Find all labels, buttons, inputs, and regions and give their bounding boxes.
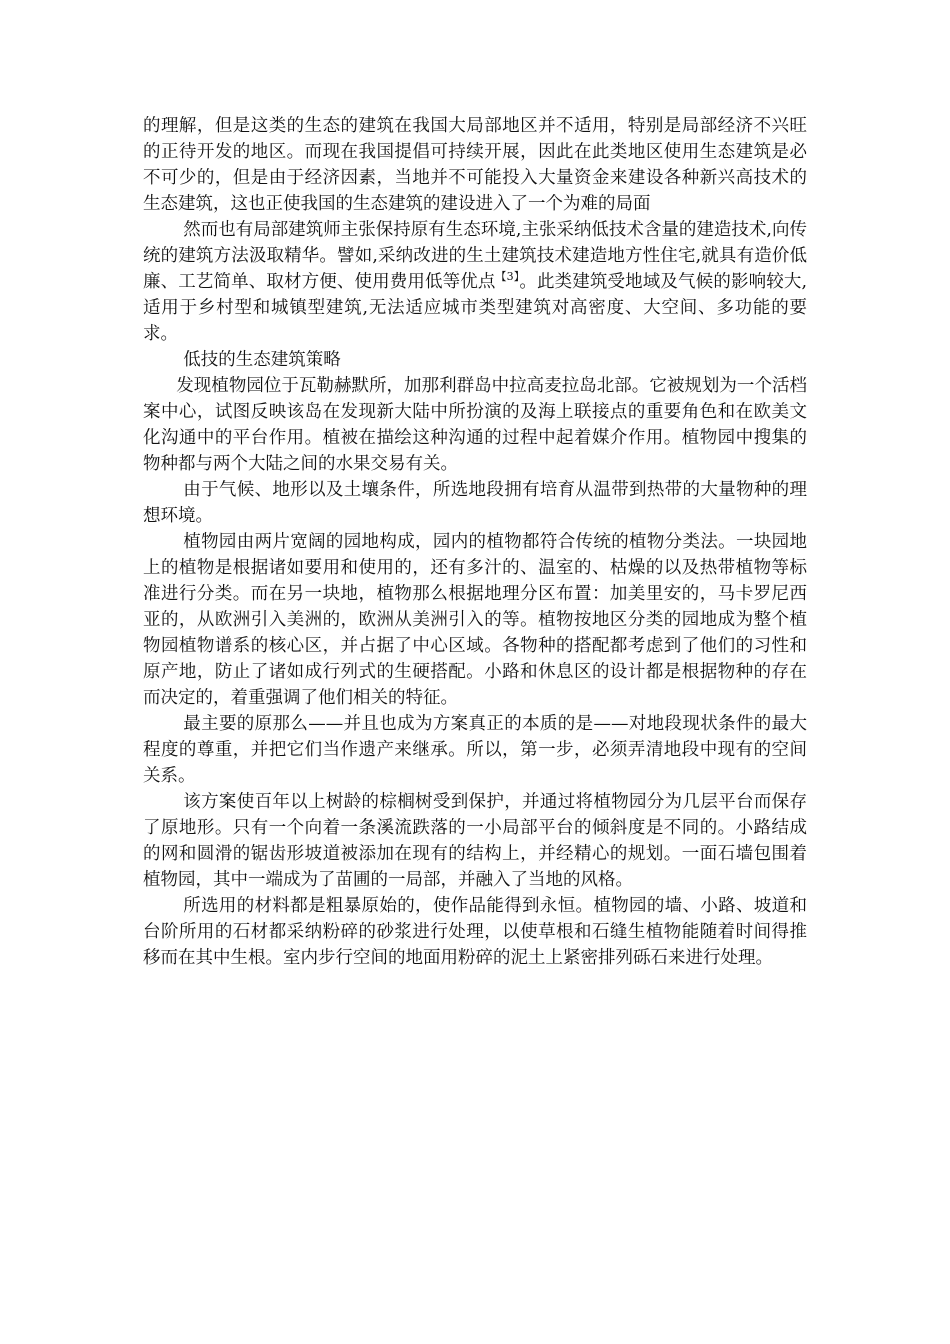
paragraph-text-before-citation: 然而也有局部建筑师主张保持原有生态环境,主张采纳低技术含量的建造技术,向传统的建筑方法汲取精华。譬如,采纳改进的生土建筑技术建造地方性住宅,就具有造价低廉、工艺简单、取材方便、使用费用低等优点 [143,220,807,292]
section-heading: 低技的生态建筑策略 [183,350,341,370]
paragraph-climate-conditions: 由于气候、地形以及土壤条件，所选地段拥有培育从温带到热带的大量物种的理想环境。 [143,480,807,526]
paragraph-palm-protection: 该方案使百年以上树龄的棕榈树受到保护，并通过将植物园分为几层平台而保存了原地形。只有一个向着一条溪流跌落的一小局部平台的倾斜度是不同的。小路结成的网和圆滑的锯齿形坡道被添加在现有的结构上，并经精心的规划。一面石墙包围着植物园，其中一端成为了苗圃的一局部，并融入了当地的风格。 [143,792,807,890]
citation-marker: 【3】 [495,270,520,284]
paragraph-intro-continuation: 的理解，但是这类的生态的建筑在我国大局部地区并不适用，特别是局部经济不兴旺的正待开发的地区。而现在我国提倡可持续开展，因此在此类地区使用生态建筑是必不可少的，但是由于经济因素，当地并不可能投入大量资金来建设各种新兴高技术的生态建筑，这也正使我国的生态建筑的建设进入了一个为难的局面 [143,116,807,214]
paragraph-low-tech-architects [143,217,807,347]
document-page [143,113,807,971]
paragraph-garden-layout: 植物园由两片宽阔的园地构成，园内的植物都符合传统的植物分类法。一块园地上的植物是根据诸如要用和使用的，还有多汁的、温室的、枯燥的以及热带植物等标准进行分类。而在另一块地，植物那么根据地理分区布置：加美里安的，马卡罗尼西亚的，从欧洲引入美洲的，欧洲从美洲引入的等。植物按地区分类的园地成为整个植物园植物谱系的核心区，并占据了中心区域。各物种的搭配都考虑到了他们的习性和原产地，防止了诸如成行列式的生硬搭配。小路和休息区的设计都是根据物种的存在而决定的，着重强调了他们相关的特征。 [143,532,807,708]
paragraph-main-principle: 最主要的原那么——并且也成为方案真正的本质的是——对地段现状条件的最大程度的尊重，并把它们当作遗产来继承。所以，第一步，必须弄清地段中现有的空间关系。 [143,714,807,786]
paragraph-materials: 所选用的材料都是粗暴原始的，使作品能得到永恒。植物园的墙、小路、坡道和台阶所用的石材都采纳粉碎的砂浆进行处理，以使草根和石缝生植物能随着时间得推移而在其中生根。室内步行空间的地面用粉碎的泥土上紧密排列砾石来进行处理。 [143,896,807,968]
paragraph-text-after-citation: 。此类建筑受地域及气候的影响较大,适用于乡村型和城镇型建筑,无法适应城市类型建筑对高密度、大空间、多功能的要求。 [143,272,808,344]
paragraph-botanical-garden-location: 发现植物园位于瓦勒赫默所，加那利群岛中拉高麦拉岛北部。它被规划为一个活档案中心，试图反映该岛在发现新大陆中所扮演的及海上联接点的重要角色和在欧美文化沟通中的平台作用。植被在描绘这种沟通的过程中起着媒介作用。植物园中搜集的物种都与两个大陆之间的水果交易有关。 [143,376,807,474]
